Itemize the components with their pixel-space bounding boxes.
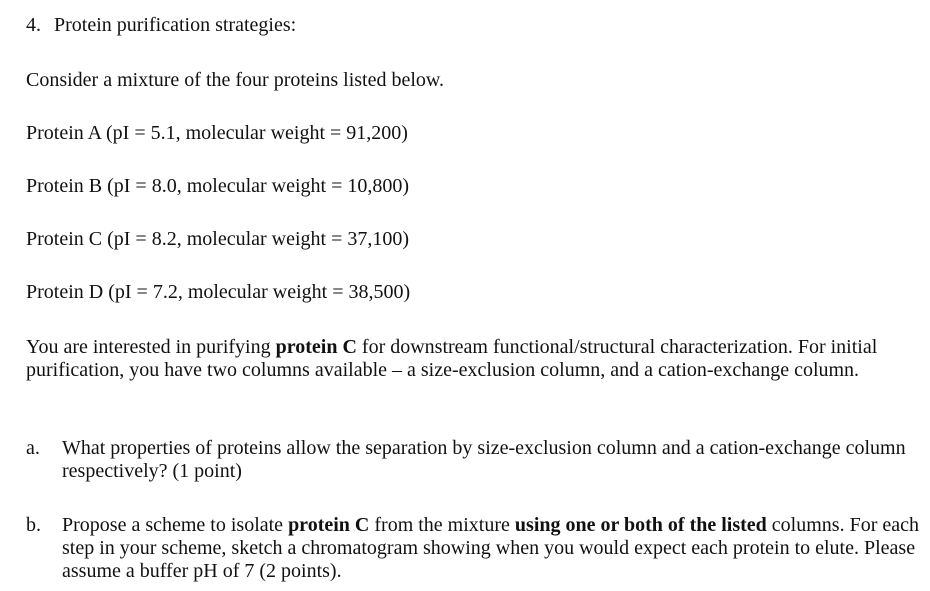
part-a-letter: a. [26,437,40,459]
protein-c-emphasis: protein C [275,336,357,358]
protein-d: Protein D (pI = 7.2, molecular weight = 38,500) [26,281,411,303]
question-title: Protein purification strategies: [54,14,297,36]
context-paragraph: You are interested in purifying protein C for downstream functional/structural characterization. For initial purification, you have two columns available – a size-exclusion column, and a cation-exchange column. [26,336,878,381]
protein-a: Protein A (pI = 5.1, molecular weight = 91,200) [26,122,408,144]
part-a-text: What properties of proteins allow the separation by size-exclusion column and a cation-exchange column respectively? (1 point) [62,437,906,482]
part-b-protein-c-emphasis: protein C [288,514,370,536]
part-b-columns-emphasis: using one or both of the listed [514,514,767,536]
question-number: 4. [26,14,41,36]
intro-text: Consider a mixture of the four proteins listed below. [26,69,445,91]
question-heading [26,14,296,37]
part-b-text: Propose a scheme to isolate protein C from the mixture using one or both of the listed columns. For each step in your scheme, sketch a chromatogram showing when you would expect each protein to elute. Please assume a buffer pH of 7 (2 points). [62,514,919,582]
part-b-letter: b. [26,514,41,536]
protein-c: Protein C (pI = 8.2, molecular weight = 37,100) [26,228,410,250]
protein-b: Protein B (pI = 8.0, molecular weight = 10,800) [26,175,410,197]
